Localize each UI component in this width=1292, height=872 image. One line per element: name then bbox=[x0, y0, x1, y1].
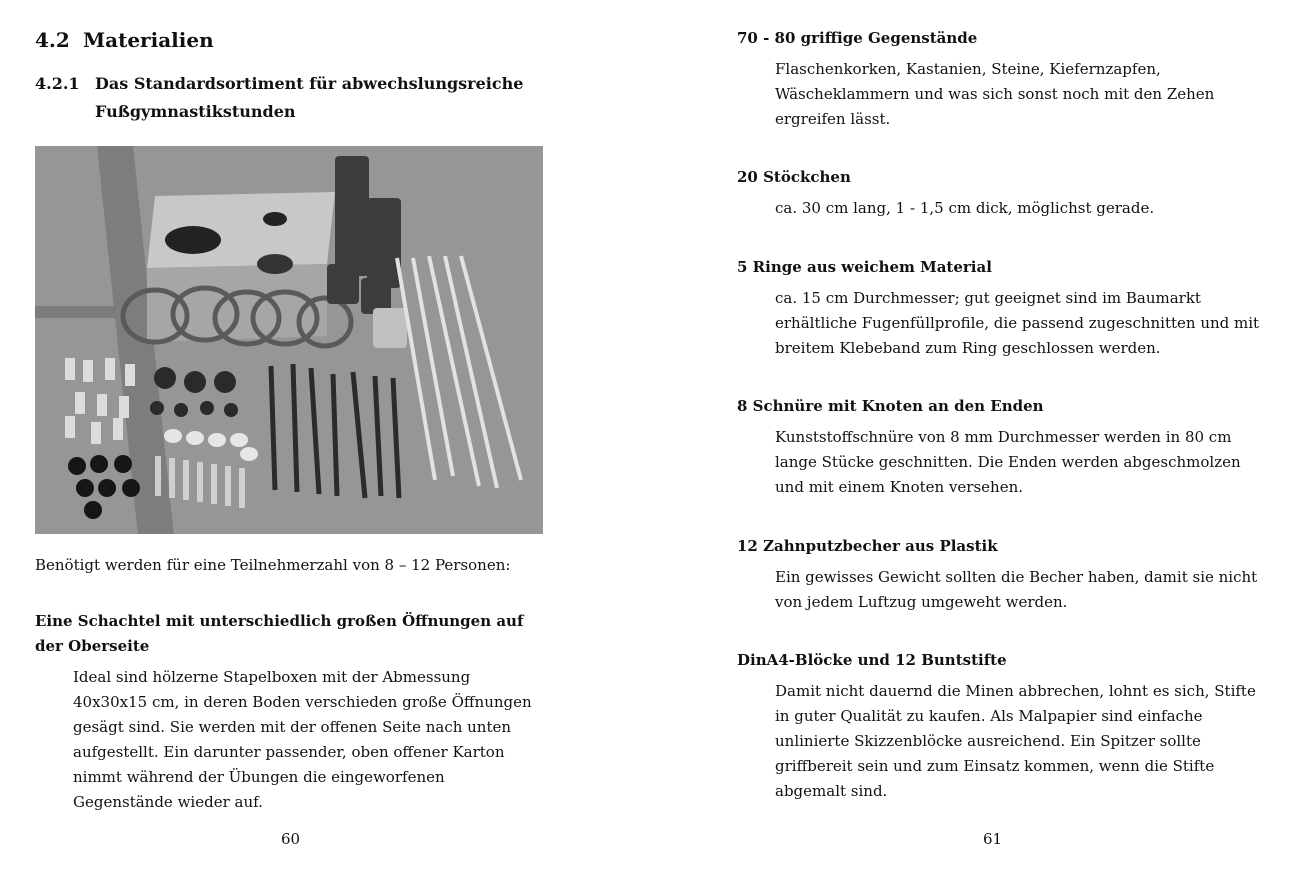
material-item bbox=[737, 165, 1277, 221]
item-title: 8 Schnüre mit Knoten an den Enden bbox=[737, 397, 1044, 415]
item-title: 12 Zahnputzbecher aus Plastik bbox=[737, 537, 998, 555]
material-item bbox=[737, 26, 1277, 132]
material-item bbox=[737, 648, 1277, 804]
item-description: Ein gewisses Gewicht sollten die Becher haben, damit sie nicht von jedem Luftzug umgeweht werden. bbox=[775, 568, 1258, 611]
section-title: Materialien bbox=[83, 28, 214, 52]
right-page bbox=[640, 0, 1292, 872]
material-item bbox=[737, 534, 1277, 615]
page-number: 60 bbox=[281, 830, 301, 848]
item-description: Flaschenkorken, Kastanien, Steine, Kiefernzapfen, Wäscheklammern und was sich sonst noch mit den Zehen ergreifen lässt. bbox=[775, 60, 1215, 128]
subsection-title: Das Standardsortiment für abwechslungsreiche Fußgymnastikstunden bbox=[95, 74, 524, 121]
item-title: 70 - 80 griffige Gegenstände bbox=[737, 29, 978, 47]
material-item bbox=[35, 609, 555, 815]
intro-text: Benötigt werden für eine Teilnehmerzahl von 8 – 12 Personen: bbox=[35, 556, 511, 574]
item-description: ca. 15 cm Durchmesser; gut geeignet sind im Baumarkt erhältliche Fugenfüllprofile, die passend zugeschnitten und mit breitem Klebeband zum Ring geschlossen werden. bbox=[775, 289, 1260, 357]
page-number: 61 bbox=[983, 830, 1003, 848]
item-description: ca. 30 cm lang, 1 - 1,5 cm dick, möglichst gerade. bbox=[775, 199, 1155, 217]
section-heading bbox=[35, 28, 214, 52]
item-description: Damit nicht dauernd die Minen abbrechen, lohnt es sich, Stifte in guter Qualität zu kaufen. Als Malpapier sind einfache unlinierte Skizzenblöcke ausreichend. Ein Spitzer sollte griffbereit sein und zum Einsatz kommen, wenn die Stifte abgemalt sind. bbox=[775, 682, 1256, 800]
subsection-number: 4.2.1 bbox=[35, 74, 80, 93]
item-description: Ideal sind hölzerne Stapelboxen mit der Abmessung 40x30x15 cm, in deren Boden verschieden große Öffnungen gesägt sind. Sie werden mit der offenen Seite nach unten aufgestellt. Ein darunter passender, oben offener Karton nimmt während der Übungen die eingeworfenen Gegenstände wieder auf. bbox=[73, 668, 532, 811]
item-title: 5 Ringe aus weichem Material bbox=[737, 258, 992, 276]
item-title: DinA4-Blöcke und 12 Buntstifte bbox=[737, 651, 1007, 669]
item-title: 20 Stöckchen bbox=[737, 168, 851, 186]
item-description: Kunststoffschnüre von 8 mm Durchmesser werden in 80 cm lange Stücke geschnitten. Die Enden werden abgeschmolzen und mit einem Knoten versehen. bbox=[775, 428, 1241, 496]
materials-photo bbox=[35, 146, 543, 534]
material-item bbox=[737, 255, 1277, 361]
material-item bbox=[737, 394, 1277, 500]
left-page bbox=[0, 0, 600, 872]
subsection-heading bbox=[35, 70, 555, 126]
section-number: 4.2 bbox=[35, 28, 70, 52]
item-title: Eine Schachtel mit unterschiedlich großen Öffnungen auf der Oberseite bbox=[35, 612, 524, 655]
